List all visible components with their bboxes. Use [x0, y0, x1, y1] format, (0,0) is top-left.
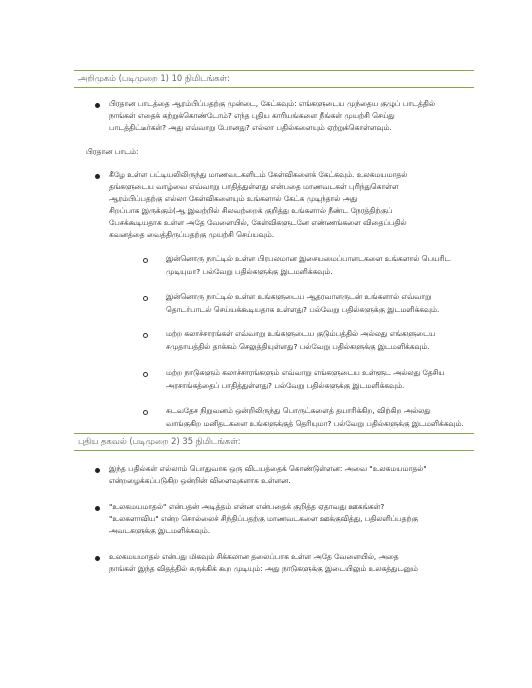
text-line: மற்ற கலாச்சாரங்கள் எவ்வாறு உங்களுடைய குடும்பத்தில் அல்லது எங்களுடைய: [166, 329, 436, 338]
question-item: [166, 291, 468, 316]
section-heading-introduction: அறிமுகம் (படிமுறை 1) 10 நிமிடங்கள்:: [74, 70, 474, 88]
info-paragraph: [109, 551, 469, 575]
sub-bullet-marker: [143, 296, 148, 301]
bullet-marker: [95, 174, 100, 179]
info-paragraph: [109, 463, 469, 487]
text-line: முடியுமா? பல்வேறு பதில்களுக்கு இடமளிக்கவும்.: [166, 266, 333, 276]
question-item: [166, 367, 468, 392]
sub-bullet-marker: [143, 258, 148, 263]
text-line: ஆரம்பிப்பதற்கு எல்லா கேள்விகளையும் உங்களால் கேட்க முடிந்தால் அது: [109, 194, 358, 203]
text-line: பிரதான பாடத்தை ஆரம்பிப்பதற்கு முன்டை, கேட்கவும்: எங்களுடைய முந்தைய குழுப் பாடத்தில்: [109, 99, 435, 108]
text-line: பேசக்கூடியதாக உள்ள அதே வேளையில், கேள்விகளுடனே எண்ணங்களை விதைப்பதில்: [109, 218, 407, 227]
text-line: இன்னொரு நாட்டில் உள்ள உங்களுடைய ஆதரவாளருடன் உங்களால் எவ்வாறு: [166, 292, 432, 301]
text-line: தொடர்பாடல் செய்யக்கூடியதாக உள்ளது? பல்வேறு பதில்களுக்கு இடமளிக்கவும்.: [166, 304, 440, 314]
sub-bullet-marker: [143, 410, 148, 415]
text-line: அவடகளுக்கு இடமளிக்கவும்.: [109, 526, 211, 535]
text-line: "உலகமயமாதல்" என்பதன் அடித்தம் என்ன என்பதைக் குறித்த ஏதாவது ஊகங்கள்?: [109, 502, 385, 511]
text-line: நாங்கள் எதைக் கற்றுக்கொண்டோம்? எந்த புதிய காரியங்களை நீங்கள் முயற்சி செய்து: [109, 111, 395, 120]
question-item: [166, 328, 468, 353]
intro-paragraph: [109, 98, 469, 134]
sub-bullet-marker: [143, 372, 148, 377]
main-lesson-paragraph: [109, 169, 469, 241]
bullet-marker: [95, 506, 100, 511]
sub-bullet-marker: [143, 333, 148, 338]
info-paragraph: [109, 501, 469, 537]
text-line: இந்த பதில்கள் எல்லாம் பொதுவாக ஒரு விடயத்தைக் கொண்டுள்ளன: அவை "உலகமயமாதல்": [109, 464, 427, 473]
question-item: [166, 405, 468, 430]
question-item: [166, 253, 468, 278]
text-line: அரசாங்கத்தைப் பாதித்துள்ளது? பல்வேறு பதில்களுக்கு இடமளிக்கவும்.: [166, 380, 405, 390]
text-line: "உலகளாவிய" என்ற சொல்லைச் சிந்திப்பதற்கு மாணவடகளை ஊக்குவித்து, பதிலளிப்பதற்கு: [109, 514, 419, 523]
text-line: இன்னொரு நாட்டில் உள்ள பிரபலமான இசையமைப்பாளடகளை உங்களால் பெயரிட: [166, 254, 451, 263]
text-line: கீழே உள்ள பட்டியலிலிருந்து மாணவடகளிடம் கேள்விகளைக் கேட்கவும். உலகமயமாதல்: [109, 170, 408, 179]
text-line: மற்ற நாடுகளும் கலாச்சாரங்களும் எவ்வாறு எங்களுடைய உள்ளூட அல்லது தேசிய: [166, 368, 445, 377]
text-line: தங்களுடைய வாழ்வை எவ்வாறு பாதித்துள்ளது என்பதை மாணவடகள் புரிந்துகொள்ள: [109, 182, 399, 191]
bullet-marker: [95, 556, 100, 561]
text-line: சமுதாயத்தில் தாக்கம் செலுத்தியுள்ளது? பல்வேறு பதில்களுக்கு இடமளிக்கவும்.: [166, 341, 430, 351]
text-line: நாங்கள் இந்த விதத்தில் சுருக்கிக் கூற முடியும்: அது நாடுகளுக்கு இடையிலும் உலகத்துடனும்: [109, 564, 418, 573]
bullet-marker: [95, 103, 100, 108]
text-line: சிறப்பாக இருக்கும்(ஆ இவற்றில் சிலவற்றைக் குறித்து உங்களால் நீண்ட நேரத்திற்குப்: [109, 206, 393, 215]
section-heading-new-information: புதிய தகவல் (படிமுறை 2) 35 நிமிடங்கள்:: [74, 433, 474, 451]
text-line: கவனத்தை வைத்திருப்பதற்கு முயற்சி செய்யவும்.: [109, 230, 275, 239]
text-line: வாங்குகிற மனிதடகளை உங்களுக்குத் தெரியுமா? பல்வேறு பதில்களுக்கு இடமளிக்கவும்.: [166, 418, 464, 428]
text-line: பாடத்திட்டீர்கள்? அது எவ்வாறு போனது? எல்லா பதில்களையும் ஏற்றுக்கொள்ளவும்.: [109, 123, 392, 132]
text-line: என்றழைக்கப்படுகிற ஒன்றின் விளைவுகளாக உள்ளன.: [109, 476, 291, 485]
text-line: உலகமயமாதல் என்பது மிகவும் சிக்கலான தலைப்பாக உள்ள அதே வேளையில், அதை: [109, 552, 399, 561]
bullet-marker: [95, 468, 100, 473]
text-line: சுடவதேச நிறுவனம் ஒன்றிலிருந்து பொருட்களைத் தயாரிக்கிற, விற்கிற அல்லது: [166, 406, 431, 415]
main-lesson-label: பிரதான பாடம்:: [86, 147, 139, 156]
